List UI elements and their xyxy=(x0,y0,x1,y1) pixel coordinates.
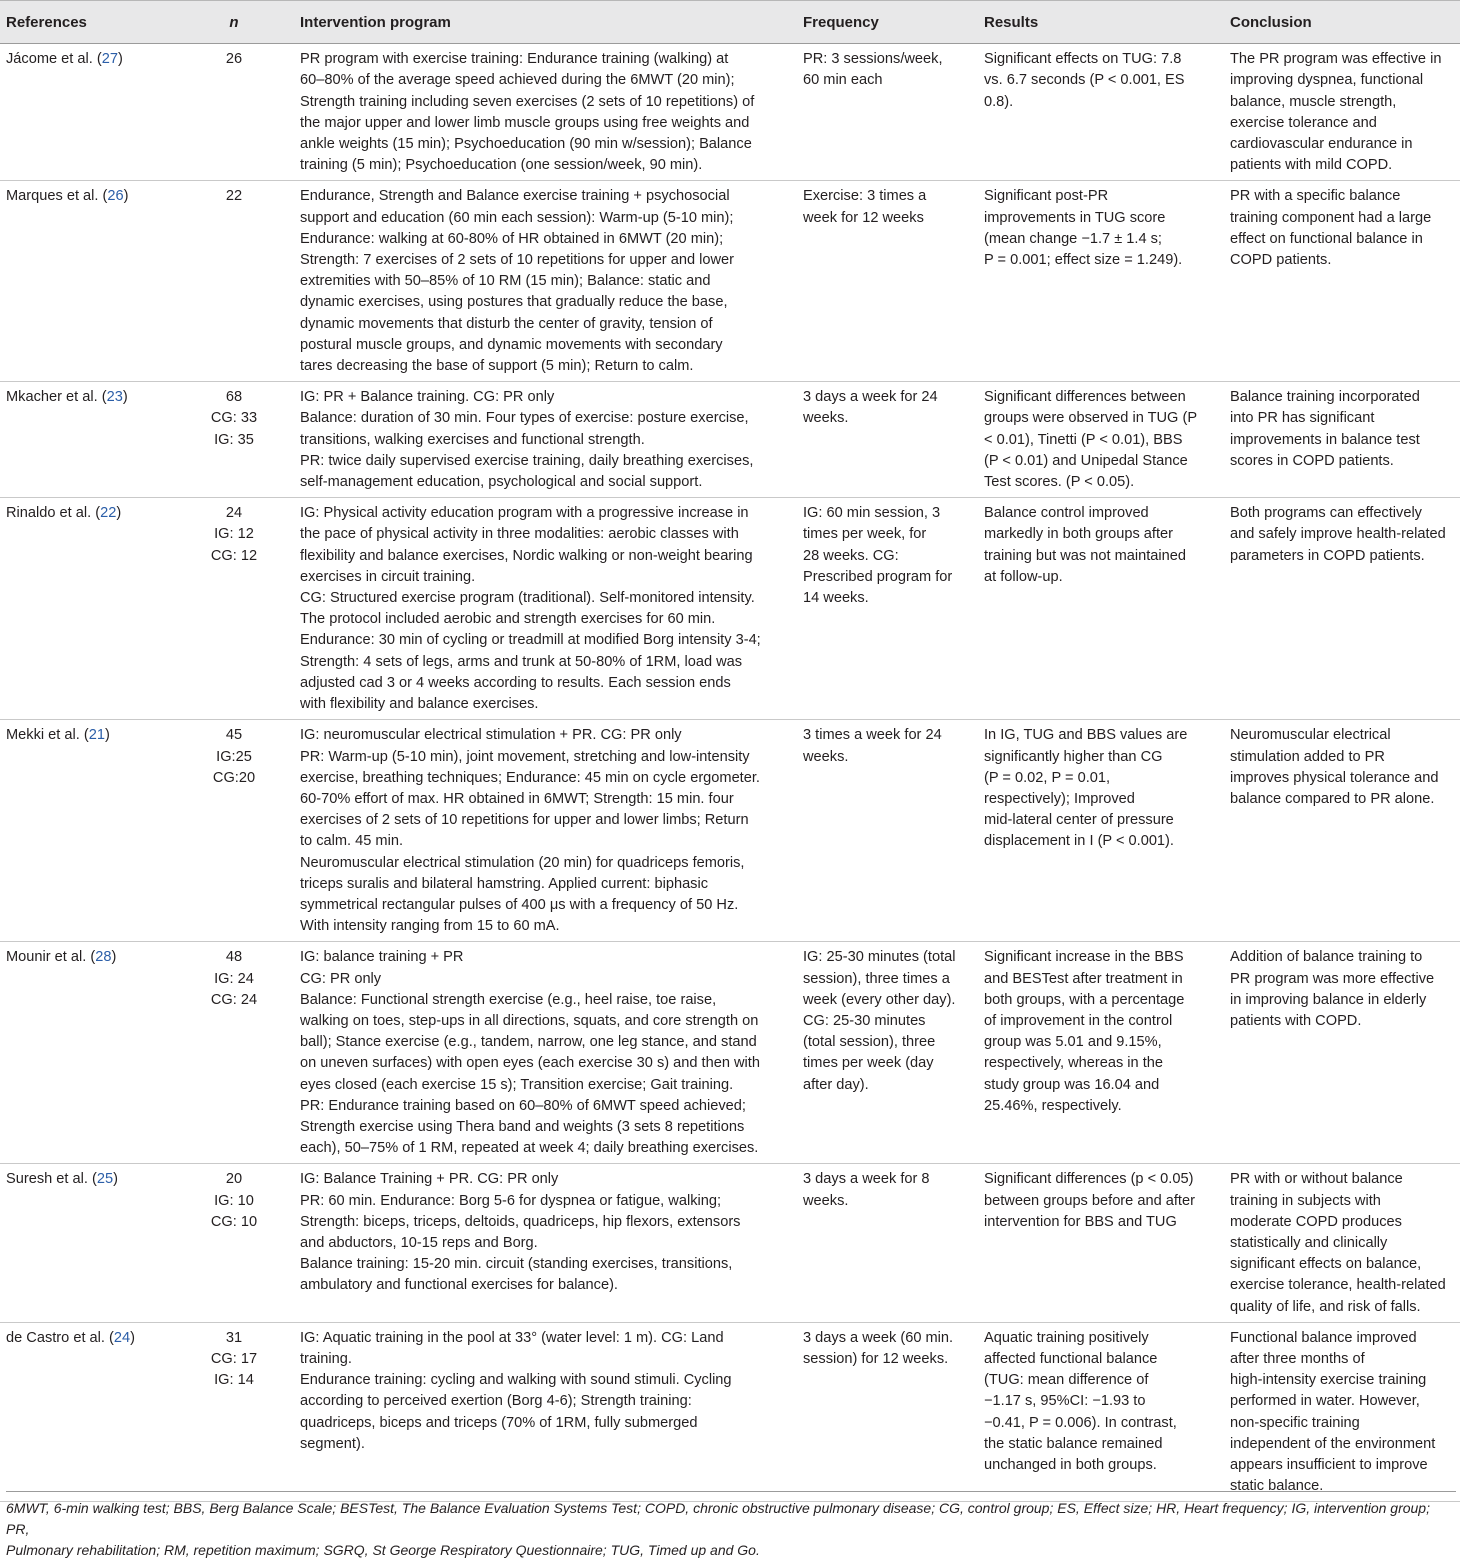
citation-link[interactable]: 23 xyxy=(106,389,123,406)
frequency-line: PR: 3 sessions/week, xyxy=(803,51,943,68)
intervention-line: Strength: biceps, triceps, deltoids, quadriceps, hip flexors, extensors xyxy=(300,1213,741,1230)
results-line: −1.17 s, 95%CI: −1.93 to xyxy=(984,1393,1146,1410)
table-row xyxy=(0,498,1460,720)
results-line: between groups before and after xyxy=(984,1192,1195,1209)
frequency-line: weeks. xyxy=(803,410,849,427)
results-line: intervention for BBS and TUG xyxy=(984,1213,1177,1230)
citation-link[interactable]: 27 xyxy=(101,51,118,68)
cell-conclusion xyxy=(1226,1164,1460,1322)
cell-conclusion xyxy=(1226,1322,1460,1502)
frequency-line: IG: 25-30 minutes (total xyxy=(803,949,956,966)
reference-close: ) xyxy=(122,389,128,406)
reference-close: ) xyxy=(104,727,110,744)
cell-reference xyxy=(0,181,172,382)
table-row xyxy=(0,942,1460,1164)
conclusion-line: effect on functional balance in xyxy=(1230,230,1423,247)
cell-intervention xyxy=(296,1164,799,1322)
results-line: and BESTest after treatment in xyxy=(984,970,1183,987)
frequency-line: CG: 25-30 minutes xyxy=(803,1012,926,1029)
cell-conclusion xyxy=(1226,720,1460,942)
results-line: Significant effects on TUG: 7.8 xyxy=(984,51,1182,68)
intervention-line: IG: Aquatic training in the pool at 33° (water level: 1 m). CG: Land xyxy=(300,1329,724,1346)
intervention-line: exercise, breathing techniques; Endurance: 45 min on cycle ergometer. xyxy=(300,769,760,786)
table-row xyxy=(0,720,1460,942)
results-line: respectively); Improved xyxy=(984,790,1135,807)
intervention-line: each), 50–75% of 1 RM, repeated at week 4; daily breathing exercises. xyxy=(300,1140,759,1157)
conclusion-line: improvements in balance test xyxy=(1230,431,1420,448)
cell-reference xyxy=(0,382,172,498)
results-line: both groups, with a percentage xyxy=(984,991,1185,1008)
conclusion-line: PR program was more effective xyxy=(1230,970,1435,987)
intervention-line: IG: neuromuscular electrical stimulation + PR. CG: PR only xyxy=(300,727,682,744)
intervention-line: With intensity ranging from 15 to 60 mA. xyxy=(300,918,560,935)
conclusion-line: COPD patients. xyxy=(1230,252,1332,269)
frequency-line: times per week, for xyxy=(803,526,927,543)
conclusion-line: Addition of balance training to xyxy=(1230,949,1423,966)
header-intervention: Intervention program xyxy=(296,1,799,44)
conclusion-line: moderate COPD produces xyxy=(1230,1213,1402,1230)
intervention-line: IG: PR + Balance training. CG: PR only xyxy=(300,389,555,406)
intervention-line: IG: balance training + PR xyxy=(300,949,464,966)
frequency-line: 28 weeks. CG: xyxy=(803,547,899,564)
intervention-line: Endurance: 30 min of cycling or treadmill at modified Borg intensity 3-4; xyxy=(300,632,761,649)
footnote-line: Pulmonary rehabilitation; RM, repetition maximum; SGRQ, St George Respiratory Questionnaire; TUG, Timed up and Go. xyxy=(6,1542,760,1558)
results-line: (P = 0.02, P = 0.01, xyxy=(984,769,1111,786)
intervention-line: The protocol included aerobic and strength exercises for 60 min. xyxy=(300,611,716,628)
intervention-line: triceps suralis and bilateral hamstring. Applied current: biphasic xyxy=(300,875,709,892)
intervention-line: IG: Balance Training + PR. CG: PR only xyxy=(300,1171,559,1188)
intervention-line: exercises in circuit training. xyxy=(300,568,476,585)
intervention-line: PR program with exercise training: Endurance training (walking) at xyxy=(300,51,729,68)
cell-reference xyxy=(0,720,172,942)
intervention-line: quadriceps, biceps and triceps (70% of 1RM, fully submerged xyxy=(300,1414,698,1431)
intervention-line: flexibility and balance exercises, Nordic walking or non-weight bearing xyxy=(300,547,753,564)
intervention-line: postural muscle groups, and dynamic movements with secondary xyxy=(300,336,723,353)
conclusion-line: Balance training incorporated xyxy=(1230,389,1420,406)
intervention-line: according to perceived exertion (Borg 4-6); Strength training: xyxy=(300,1393,692,1410)
results-line: affected functional balance xyxy=(984,1350,1158,1367)
n-line: CG: 10 xyxy=(210,1213,258,1230)
header-row xyxy=(0,1,1460,44)
intervention-line: walking on toes, step-ups in all directions, squats, and core strength on xyxy=(300,1012,759,1029)
intervention-line: Strength: 4 sets of legs, arms and trunk at 50-80% of 1RM, load was xyxy=(300,653,743,670)
table-row xyxy=(0,181,1460,382)
intervention-line: Endurance: walking at 60-80% of HR obtained in 6MWT (20 min); xyxy=(300,230,724,247)
intervention-line: segment). xyxy=(300,1435,365,1452)
results-line: of improvement in the control xyxy=(984,1012,1173,1029)
n-line: 20 xyxy=(225,1171,243,1188)
cell-reference xyxy=(0,1164,172,1322)
reference-author: Suresh et al. ( xyxy=(6,1171,97,1188)
intervention-line: self-management education, psychological and social support. xyxy=(300,474,703,491)
citation-link[interactable]: 24 xyxy=(113,1329,131,1346)
reference-author: Mkacher et al. ( xyxy=(6,389,107,406)
n-line: CG: 33 xyxy=(210,410,258,427)
intervention-line: adjusted cad 3 or 4 weeks according to results. Each session ends xyxy=(300,674,731,691)
frequency-line: week (every other day). xyxy=(803,991,956,1008)
conclusion-line: and safely improve health-related xyxy=(1230,526,1446,543)
cell-conclusion xyxy=(1226,942,1460,1164)
intervention-line: Neuromuscular electrical stimulation (20 min) for quadriceps femoris, xyxy=(300,854,745,871)
header-references: References xyxy=(0,1,172,44)
intervention-line: dynamic movements that disturb the center of gravity, tension of xyxy=(300,315,713,332)
frequency-line: session) for 12 weeks. xyxy=(803,1350,949,1367)
cell-n xyxy=(172,720,296,942)
cell-n xyxy=(172,942,296,1164)
results-line: groups were observed in TUG (P xyxy=(984,410,1198,427)
citation-link[interactable]: 26 xyxy=(107,188,124,205)
conclusion-line: cardiovascular endurance in xyxy=(1230,136,1413,153)
header-n: n xyxy=(172,1,296,44)
n-line: 68 xyxy=(225,389,243,406)
cell-frequency xyxy=(799,1164,980,1322)
cell-results xyxy=(980,44,1226,181)
results-line: P = 0.001; effect size = 1.249). xyxy=(984,252,1183,269)
results-line: (P < 0.01) and Unipedal Stance xyxy=(984,452,1188,469)
frequency-line: week for 12 weeks xyxy=(803,209,924,226)
footnote-line: 6MWT, 6-min walking test; BBS, Berg Balance Scale; BESTest, The Balance Evaluation Systems Test; COPD, chronic obstructive pulmonary disease; CG, control group; ES, Effect size; HR, Heart frequency; IG, intervention group; PR, xyxy=(6,1500,1430,1537)
cell-n xyxy=(172,1164,296,1322)
reference-author: Mekki et al. ( xyxy=(6,727,89,744)
intervention-line: Balance training: 15-20 min. circuit (standing exercises, transitions, xyxy=(300,1256,733,1273)
conclusion-line: performed in water. However, xyxy=(1230,1393,1420,1410)
citation-link[interactable]: 28 xyxy=(95,949,112,966)
table-row xyxy=(0,1322,1460,1502)
n-line: CG: 12 xyxy=(210,547,258,564)
intervention-line: on uneven surfaces) with open eyes (each exercise 30 s) and then with xyxy=(300,1055,760,1072)
results-line: −0.41, P = 0.006). In contrast, xyxy=(984,1414,1177,1431)
conclusion-line: in improving balance in elderly xyxy=(1230,991,1427,1008)
intervention-line: dynamic exercises, using postures that gradually reduce the base, xyxy=(300,294,728,311)
results-line: mid-lateral center of pressure xyxy=(984,812,1174,829)
cell-conclusion xyxy=(1226,181,1460,382)
intervention-line: training. xyxy=(300,1350,352,1367)
n-line: 31 xyxy=(225,1329,243,1346)
n-line: 45 xyxy=(225,727,243,744)
frequency-line: 3 days a week (60 min. xyxy=(803,1329,954,1346)
conclusion-line: non-specific training xyxy=(1230,1414,1360,1431)
cell-n xyxy=(172,382,296,498)
conclusion-line: training in subjects with xyxy=(1230,1192,1381,1209)
conclusion-line: scores in COPD patients. xyxy=(1230,452,1394,469)
cell-frequency xyxy=(799,44,980,181)
n-line: IG: 24 xyxy=(214,970,254,987)
cell-n xyxy=(172,181,296,382)
reference-close: ) xyxy=(111,949,117,966)
frequency-line: 3 times a week for 24 xyxy=(803,727,942,744)
conclusion-line: Functional balance improved xyxy=(1230,1329,1417,1346)
n-line: 26 xyxy=(225,51,243,68)
frequency-line: IG: 60 min session, 3 xyxy=(803,505,941,522)
results-line: improvements in TUG score xyxy=(984,209,1166,226)
frequency-line: weeks. xyxy=(803,1192,849,1209)
conclusion-line: Both programs can effectively xyxy=(1230,505,1422,522)
results-line: In IG, TUG and BBS values are xyxy=(984,727,1188,744)
results-line: Significant differences between xyxy=(984,389,1186,406)
intervention-line: Strength training including seven exercises (2 sets of 10 repetitions) of xyxy=(300,93,755,110)
reference-author: de Castro et al. ( xyxy=(6,1329,114,1346)
cell-n xyxy=(172,44,296,181)
conclusion-line: after three months of xyxy=(1230,1350,1365,1367)
table-row xyxy=(0,44,1460,181)
cell-intervention xyxy=(296,498,799,720)
cell-results xyxy=(980,1164,1226,1322)
conclusion-line: into PR has significant xyxy=(1230,410,1375,427)
intervention-line: tares decreasing the base of support (5 min); Return to calm. xyxy=(300,358,694,375)
reference-author: Rinaldo et al. ( xyxy=(6,505,101,522)
cell-n xyxy=(172,498,296,720)
reference-author: Jácome et al. ( xyxy=(6,51,102,68)
cell-intervention xyxy=(296,382,799,498)
reference-author: Marques et al. ( xyxy=(6,188,108,205)
intervention-line: with flexibility and balance exercises. xyxy=(300,696,539,713)
header-conclusion: Conclusion xyxy=(1226,1,1460,44)
conclusion-line: stimulation added to PR xyxy=(1230,748,1385,765)
results-line: the static balance remained xyxy=(984,1435,1163,1452)
results-line: significantly higher than CG xyxy=(984,748,1163,765)
citation-link[interactable]: 21 xyxy=(88,727,105,744)
frequency-line: Prescribed program for xyxy=(803,568,953,585)
cell-reference xyxy=(0,942,172,1164)
intervention-line: the major upper and lower limb muscle groups using free weights and xyxy=(300,114,750,131)
results-line: Test scores. (P < 0.05). xyxy=(984,474,1135,491)
cell-reference xyxy=(0,44,172,181)
cell-frequency xyxy=(799,942,980,1164)
intervention-line: PR: Warm-up (5-10 min), joint movement, stretching and low-intensity xyxy=(300,748,750,765)
conclusion-line: appears insufficient to improve xyxy=(1230,1457,1428,1473)
conclusion-line: balance, muscle strength, xyxy=(1230,93,1397,110)
table-row xyxy=(0,382,1460,498)
results-line: displacement in I (P < 0.001). xyxy=(984,833,1174,850)
conclusion-line: quality of life, and risk of falls. xyxy=(1230,1298,1421,1315)
frequency-line: session), three times a xyxy=(803,970,950,987)
reference-close: ) xyxy=(117,51,123,68)
results-line: Significant post-PR xyxy=(984,188,1109,205)
results-line: training but was not maintained xyxy=(984,547,1187,564)
conclusion-line: The PR program was effective in xyxy=(1230,51,1442,68)
frequency-line: 3 days a week for 8 xyxy=(803,1171,930,1188)
intervention-line: IG: Physical activity education program with a progressive increase in xyxy=(300,505,749,522)
conclusion-line: PR with a specific balance xyxy=(1230,188,1401,205)
intervention-line: CG: PR only xyxy=(300,970,382,987)
conclusion-line: exercise tolerance and xyxy=(1230,114,1377,131)
header-frequency: Frequency xyxy=(799,1,980,44)
frequency-line: times per week (day xyxy=(803,1055,934,1072)
results-line: (TUG: mean difference of xyxy=(984,1372,1149,1389)
table-body xyxy=(0,44,1460,1502)
results-line: 0.8). xyxy=(984,93,1014,110)
intervention-line: eyes closed (each exercise 15 s); Transition exercise; Gait training. xyxy=(300,1076,734,1093)
results-line: unchanged in both groups. xyxy=(984,1457,1157,1473)
reference-close: ) xyxy=(123,188,129,205)
cell-intervention xyxy=(296,181,799,382)
conclusion-line: independent of the environment xyxy=(1230,1435,1436,1452)
cell-conclusion xyxy=(1226,382,1460,498)
results-line: study group was 16.04 and xyxy=(984,1076,1160,1093)
intervention-line: to calm. 45 min. xyxy=(300,833,404,850)
conclusion-line: training component had a large xyxy=(1230,209,1432,226)
conclusion-line: significant effects on balance, xyxy=(1230,1256,1422,1273)
intervention-line: Balance: duration of 30 min. Four types of exercise: posture exercise, xyxy=(300,410,749,427)
results-line: Significant differences (p < 0.05) xyxy=(984,1171,1194,1188)
cell-results xyxy=(980,1322,1226,1502)
intervention-line: training (5 min); Psychoeducation (one session/week, 90 min). xyxy=(300,157,703,174)
frequency-line: (total session), three xyxy=(803,1034,936,1051)
intervention-line: 60–80% of the average speed achieved during the 6MWT (20 min); xyxy=(300,72,735,89)
frequency-line: 3 days a week for 24 xyxy=(803,389,938,406)
reference-close: ) xyxy=(113,1171,118,1188)
results-line: at follow-up. xyxy=(984,568,1063,585)
results-line: vs. 6.7 seconds (P < 0.001, ES xyxy=(984,72,1185,89)
conclusion-line: patients with COPD. xyxy=(1230,1012,1362,1029)
cell-reference xyxy=(0,1322,172,1502)
cell-intervention xyxy=(296,1322,799,1502)
frequency-line: 14 weeks. xyxy=(803,590,869,607)
n-line: 24 xyxy=(225,505,243,522)
reference-close: ) xyxy=(116,505,122,522)
n-line: CG:20 xyxy=(212,769,256,786)
results-line: (mean change −1.7 ± 1.4 s; xyxy=(984,230,1162,247)
intervention-line: symmetrical rectangular pulses of 400 μs with a frequency of 50 Hz. xyxy=(300,896,739,913)
intervention-line: extremities with 50–85% of 10 RM (15 min); Balance: static and xyxy=(300,273,711,290)
frequency-line: 60 min each xyxy=(803,72,883,89)
n-line: 48 xyxy=(225,949,243,966)
n-line: IG: 10 xyxy=(214,1192,254,1209)
cell-conclusion xyxy=(1226,498,1460,720)
intervention-line: PR: Endurance training based on 60–80% of 6MWT speed achieved; xyxy=(300,1097,746,1114)
frequency-line: Exercise: 3 times a xyxy=(803,188,927,205)
n-line: IG: 14 xyxy=(214,1372,254,1389)
conclusion-line: patients with mild COPD. xyxy=(1230,157,1393,174)
intervention-line: 60-70% effort of max. HR obtained in 6MWT; Strength: 15 min. four xyxy=(300,790,734,807)
results-line: Balance control improved xyxy=(984,505,1149,522)
conclusion-line: parameters in COPD patients. xyxy=(1230,547,1425,564)
intervention-line: the pace of physical activity in three modalities: aerobic classes with xyxy=(300,526,739,543)
cell-frequency xyxy=(799,382,980,498)
reference-close: ) xyxy=(130,1329,135,1346)
n-line: CG: 24 xyxy=(210,991,258,1008)
reference-author: Mounir et al. ( xyxy=(6,949,96,966)
results-line: group was 5.01 and 9.15%, xyxy=(984,1034,1162,1051)
conclusion-line: statistically and clinically xyxy=(1230,1234,1388,1251)
cell-conclusion xyxy=(1226,44,1460,181)
frequency-line: weeks. xyxy=(803,748,849,765)
conclusion-line: exercise tolerance, health-related xyxy=(1230,1277,1446,1294)
results-line: respectively, whereas in the xyxy=(984,1055,1163,1072)
intervention-line: Strength exercise using Thera band and weights (3 sets 8 repetitions xyxy=(300,1118,745,1135)
results-line: Significant increase in the BBS xyxy=(984,949,1184,966)
intervention-line: ball); Stance exercise (e.g., tandem, narrow, one leg stance, and stand xyxy=(300,1034,757,1051)
intervention-line: exercises of 2 sets of 10 repetitions for upper and lower limbs; Return xyxy=(300,812,749,829)
intervention-line: ankle weights (15 min); Psychoeducation (90 min w/session); Balance xyxy=(300,136,752,153)
n-line: 22 xyxy=(225,188,243,205)
intervention-line: ambulatory and functional exercises for balance). xyxy=(300,1277,618,1294)
conclusion-line: high-intensity exercise training xyxy=(1230,1372,1427,1389)
conclusion-line: PR with or without balance xyxy=(1230,1171,1403,1188)
cell-n xyxy=(172,1322,296,1502)
intervention-line: PR: 60 min. Endurance: Borg 5-6 for dyspnea or fatigue, walking; xyxy=(300,1192,722,1209)
intervention-line: Balance: Functional strength exercise (e.g., heel raise, toe raise, xyxy=(300,991,717,1008)
cell-frequency xyxy=(799,1322,980,1502)
cell-results xyxy=(980,181,1226,382)
n-line: IG:25 xyxy=(216,748,252,765)
frequency-line: after day). xyxy=(803,1076,869,1093)
cell-results xyxy=(980,382,1226,498)
cell-results xyxy=(980,498,1226,720)
intervention-line: support and education (60 min each session): Warm-up (5-10 min); xyxy=(300,209,734,226)
intervention-line: Endurance training: cycling and walking with sound stimuli. Cycling xyxy=(300,1372,732,1389)
cell-intervention xyxy=(296,942,799,1164)
conclusion-line: static balance. xyxy=(1230,1478,1324,1495)
intervention-line: CG: Structured exercise program (traditional). Self-monitored intensity. xyxy=(300,590,755,607)
intervention-line: Strength: 7 exercises of 2 sets of 10 repetitions for upper and lower xyxy=(300,252,735,269)
n-line: IG: 35 xyxy=(214,431,254,448)
intervention-line: Endurance, Strength and Balance exercise training + psychosocial xyxy=(300,188,730,205)
conclusion-line: Neuromuscular electrical xyxy=(1230,727,1391,744)
intervention-line: and abductors, 10-15 reps and Borg. xyxy=(300,1234,538,1251)
cell-frequency xyxy=(799,181,980,382)
header-results: Results xyxy=(980,1,1226,44)
conclusion-line: balance compared to PR alone. xyxy=(1230,790,1435,807)
citation-link[interactable]: 25 xyxy=(96,1171,114,1188)
n-line: CG: 17 xyxy=(210,1350,258,1367)
table-row xyxy=(0,1164,1460,1322)
cell-reference xyxy=(0,498,172,720)
table-footnote xyxy=(6,1491,1456,1561)
cell-frequency xyxy=(799,720,980,942)
cell-intervention xyxy=(296,720,799,942)
results-line: < 0.01), Tinetti (P < 0.01), BBS xyxy=(984,431,1183,448)
conclusion-line: improving dyspnea, functional xyxy=(1230,72,1424,89)
results-line: Aquatic training positively xyxy=(984,1329,1149,1346)
results-line: markedly in both groups after xyxy=(984,526,1174,543)
conclusion-line: improves physical tolerance and xyxy=(1230,769,1439,786)
cell-frequency xyxy=(799,498,980,720)
n-line: IG: 12 xyxy=(214,526,254,543)
citation-link[interactable]: 22 xyxy=(100,505,117,522)
cell-intervention xyxy=(296,44,799,181)
cell-results xyxy=(980,720,1226,942)
cell-results xyxy=(980,942,1226,1164)
results-line: 25.46%, respectively. xyxy=(984,1097,1122,1114)
intervention-line: transitions, walking exercises and functional strength. xyxy=(300,431,645,448)
intervention-line: PR: twice daily supervised exercise training, daily breathing exercises, xyxy=(300,452,754,469)
